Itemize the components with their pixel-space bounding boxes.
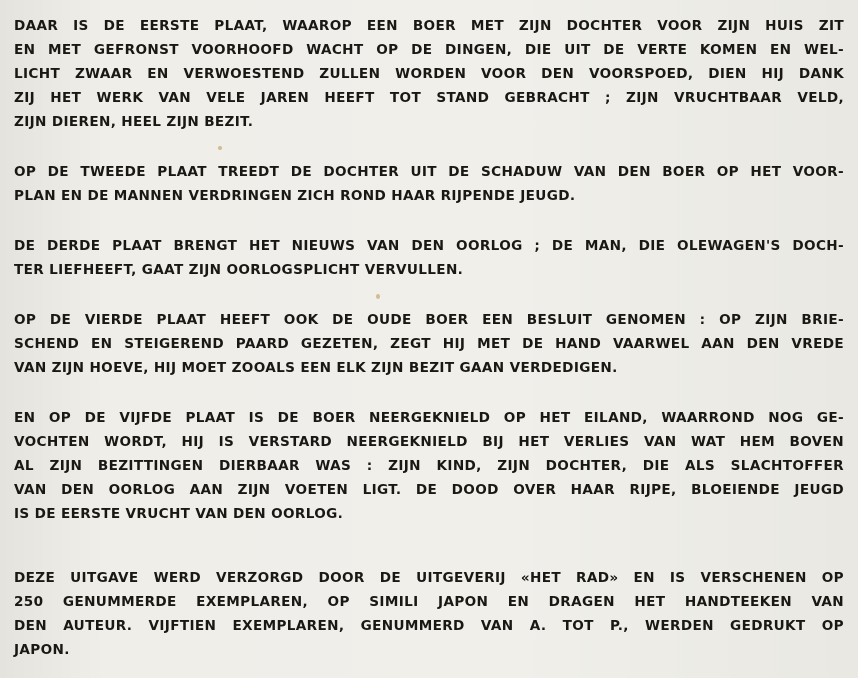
colophon bbox=[14, 566, 844, 662]
text-line: JAPON. bbox=[14, 642, 70, 658]
paragraph-first-plate bbox=[14, 14, 844, 134]
text-line: SCHEND EN STEIGEREND PAARD GEZETEN, ZEGT HIJ MET DE HAND VAARWEL AAN DEN VREDE bbox=[14, 336, 844, 352]
text-line: VOCHTEN WORDT, HIJ IS VERSTARD NEERGEKNIELD BIJ HET VERLIES VAN WAT HEM BOVEN bbox=[14, 434, 844, 450]
page-text bbox=[14, 14, 844, 662]
paragraph-fifth-plate bbox=[14, 406, 844, 526]
paragraph-second-plate bbox=[14, 160, 844, 208]
text-line: DEZE UITGAVE WERD VERZORGD DOOR DE UITGEVERIJ «HET RAD» EN IS VERSCHENEN OP bbox=[14, 570, 844, 586]
text-line: AL ZIJN BEZITTINGEN DIERBAAR WAS : ZIJN KIND, ZIJN DOCHTER, DIE ALS SLACHTOFFER bbox=[14, 458, 844, 474]
text-line: PLAN EN DE MANNEN VERDRINGEN ZICH ROND HAAR RIJPENDE JEUGD. bbox=[14, 188, 576, 204]
text-line: VAN DEN OORLOG AAN ZIJN VOETEN LIGT. DE DOOD OVER HAAR RIJPE, BLOEIENDE JEUGD bbox=[14, 482, 844, 498]
paragraph-fourth-plate bbox=[14, 308, 844, 380]
text-line: ZIJ HET WERK VAN VELE JAREN HEEFT TOT STAND GEBRACHT ; ZIJN VRUCHTBAAR VELD, bbox=[14, 90, 844, 106]
paragraph-third-plate bbox=[14, 234, 844, 282]
text-line: DE DERDE PLAAT BRENGT HET NIEUWS VAN DEN OORLOG ; DE MAN, DIE OLEWAGEN'S DOCH- bbox=[14, 238, 844, 254]
text-line: VAN ZIJN HOEVE, HIJ MOET ZOOALS EEN ELK ZIJN BEZIT GAAN VERDEDIGEN. bbox=[14, 360, 618, 376]
text-line: EN MET GEFRONST VOORHOOFD WACHT OP DE DINGEN, DIE UIT DE VERTE KOMEN EN WEL- bbox=[14, 42, 844, 58]
text-line: DEN AUTEUR. VIJFTIEN EXEMPLAREN, GENUMMERD VAN A. TOT P., WERDEN GEDRUKT OP bbox=[14, 618, 844, 634]
text-line: EN OP DE VIJFDE PLAAT IS DE BOER NEERGEKNIELD OP HET EILAND, WAARROND NOG GE- bbox=[14, 410, 844, 426]
text-line: OP DE TWEEDE PLAAT TREEDT DE DOCHTER UIT DE SCHADUW VAN DEN BOER OP HET VOOR- bbox=[14, 164, 844, 180]
text-line: ZIJN DIEREN, HEEL ZIJN BEZIT. bbox=[14, 114, 254, 130]
text-line: DAAR IS DE EERSTE PLAAT, WAAROP EEN BOER MET ZIJN DOCHTER VOOR ZIJN HUIS ZIT bbox=[14, 18, 844, 34]
text-line: IS DE EERSTE VRUCHT VAN DEN OORLOG. bbox=[14, 506, 344, 522]
text-line: LICHT ZWAAR EN VERWOESTEND ZULLEN WORDEN VOOR DEN VOORSPOED, DIEN HIJ DANK bbox=[14, 66, 844, 82]
text-line: OP DE VIERDE PLAAT HEEFT OOK DE OUDE BOER EEN BESLUIT GENOMEN : OP ZIJN BRIE- bbox=[14, 312, 844, 328]
text-line: TER LIEFHEEFT, GAAT ZIJN OORLOGSPLICHT VERVULLEN. bbox=[14, 262, 464, 278]
text-line: 250 GENUMMERDE EXEMPLAREN, OP SIMILI JAPON EN DRAGEN HET HANDTEEKEN VAN bbox=[14, 594, 844, 610]
